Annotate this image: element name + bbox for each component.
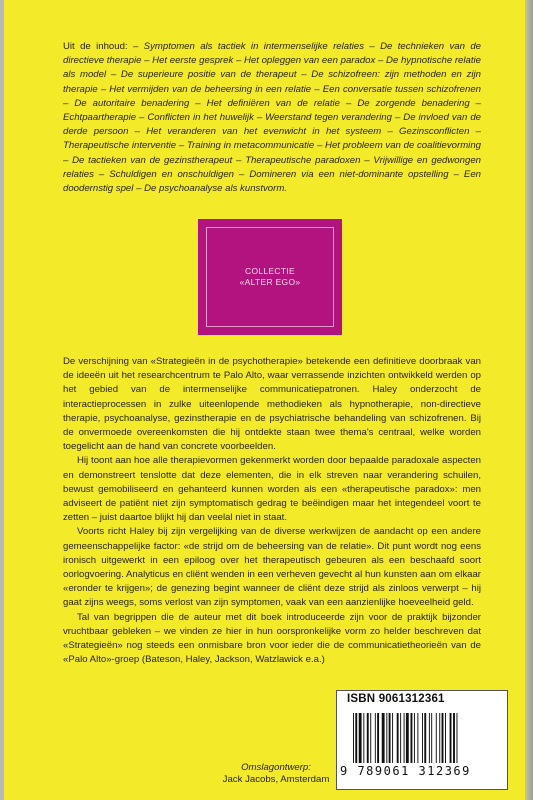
barcode-bar (367, 713, 369, 763)
barcode-bar (389, 713, 391, 763)
back-cover (4, 0, 525, 800)
page-edge (525, 0, 533, 800)
blurb-paragraph-1: De verschijning van «Strategieën in de psychotherapie» betekende een definitieve doorbraak van de ideeën uit het researchcentrum te Palo Alto, waar verrassende inzichten ontwikkeld werden op het gebied van de intermenselijke communicatiepatronen. Haley onderzocht de interactieprocessen in zulke uiteenlopende methodieken als hypnotherapie, non-directieve therapie, psychoanalyse, gezinstherapie en de psychiatrische behandeling van schizofrenen. Bij de onvermoede overeenkomsten die hij ontdekte staan twee thema's centraal, welke worden toegelicht aan de hand van concrete voorbeelden. (63, 356, 481, 453)
barcode-bar (453, 713, 455, 763)
collection-logo (198, 219, 342, 335)
barcode-bar (442, 713, 444, 763)
barcode-bar (397, 713, 399, 763)
cover-designer: Jack Jacobs, Amsterdam (222, 774, 330, 785)
isbn-number: 9061312361 (378, 693, 445, 705)
barcode-bar (406, 713, 409, 763)
isbn-prefix: ISBN (347, 693, 376, 705)
barcode-bar (359, 713, 362, 763)
barcode-bar (431, 713, 432, 763)
blurb-paragraph-3: Voorts richt Haley bij zijn vergelijking van de diverse werkwijzen de aandacht op een andere gemeenschappelijke factor: «de strijd om de beheersing van de relatie». Dit punt wordt nog eens ironisch uitgewerkt in een epiloog over het therapeutisch gebeuren als een beschaafd soort oorlogvoering. Analyticus en cliënt wenden in een verheven gevecht al hun kunsten aan om elkaar «eronder te krijgen»; de genezing begint wanneer de cliënt deze strijd als zinloos verwerpt – hij gaat zijns weegs, soms verlost van zijn symptomen, vaak van een aanzienlijke hoeveelheid geld. (63, 526, 481, 609)
barcode-bar (414, 713, 415, 763)
barcode-bar (363, 713, 364, 763)
barcode-bar (436, 713, 437, 763)
barcode-bar (375, 713, 376, 763)
barcode-bar (355, 713, 357, 763)
barcode-bar (439, 713, 440, 763)
barcode-bar (429, 713, 430, 763)
barcode-bar (457, 713, 458, 763)
barcode-bar (382, 713, 385, 763)
contents-items: – Symptomen als tactiek in intermenselijke relaties – De technieken van de directieve therapie – Het eerste gesprek – Het opleggen van een paradox – De hypnotische relatie als model – De superieure positie van de therapeut – De schizofreen: zijn methoden en zijn therapie – Het vermijden van de beheersing in een relatie – Een conversatie tussen schizofrenen – De autoritaire benadering – Het definiëren van de relatie – De zorgende benadering – Echtpaartherapie – Conflicten in het huwelijk – Weerstand tegen verandering – De invloed van de derde persoon – Het veranderen van het evenwicht in het systeem – Gezinsconflicten – Therapeutische interventie – Training in metacommunicatie – Het probleem van de coalitievorming – De tactieken van de gezinstherapeut – Therapeutische paradoxen – Vrijwillige en gedwongen relaties – Schuldigen en onschuldigen – Domineren via een niet-dominante opstelling – Een doodernstig spel – De psychoanalyse als kunstvorm. (63, 41, 481, 195)
barcode-bar (370, 713, 371, 763)
contents-list (63, 40, 481, 196)
isbn-text (347, 693, 445, 705)
cover-design-label: Omslagontwerp: (241, 762, 311, 773)
barcode-bar (450, 713, 452, 763)
barcode-bar (424, 713, 426, 763)
barcode-bar (422, 713, 423, 763)
barcode-bar (392, 713, 393, 763)
barcode-bar (445, 713, 446, 763)
blurb-paragraph-4: Tal van begrippen die de auteur met dit boek introduceerde zijn voor de praktijk bijzonder vruchtbaar gebleken – we vinden ze hier in hun oorspronkelijke vorm zo helder beschreven dat «Strategieën» nog steeds een onmisbare bron voor ieder die de communicatietheorieën van de «Palo Alto»-groep (Bateson, Haley, Jackson, Watzlawick e.a.) (63, 611, 481, 666)
collection-logo-frame (206, 227, 334, 327)
blurb-paragraph-2: Hij toont aan hoe alle therapievormen gekenmerkt worden door bepaalde paradoxale aspecten en demonstreert tenslotte dat deze elementen, die in elk streven naar verandering schuilen, bewust gemobiliseerd en gehanteerd kunnen worden als een «therapeutische paradox»: men adviseert de patiënt niet zijn symptomatisch gedrag te beëindigen maar het integendeel voort te zetten – juist daartoe blijkt hij dan veelal niet in staat. (63, 455, 481, 524)
barcode (351, 713, 497, 763)
contents-intro: Uit de inhoud: (63, 41, 133, 52)
collection-name: «ALTER EGO» (239, 277, 301, 287)
barcode-bar (417, 713, 418, 763)
barcode-bar (411, 713, 413, 763)
barcode-bar (377, 713, 379, 763)
barcode-bar (353, 713, 354, 763)
cover-credit (176, 762, 376, 786)
barcode-bar (386, 713, 387, 763)
blurb (63, 355, 481, 667)
ean-number: 9 789061 312369 (340, 764, 471, 778)
barcode-bar (400, 713, 401, 763)
barcode-bar (404, 713, 405, 763)
collection-label: COLLECTIE (245, 266, 295, 276)
